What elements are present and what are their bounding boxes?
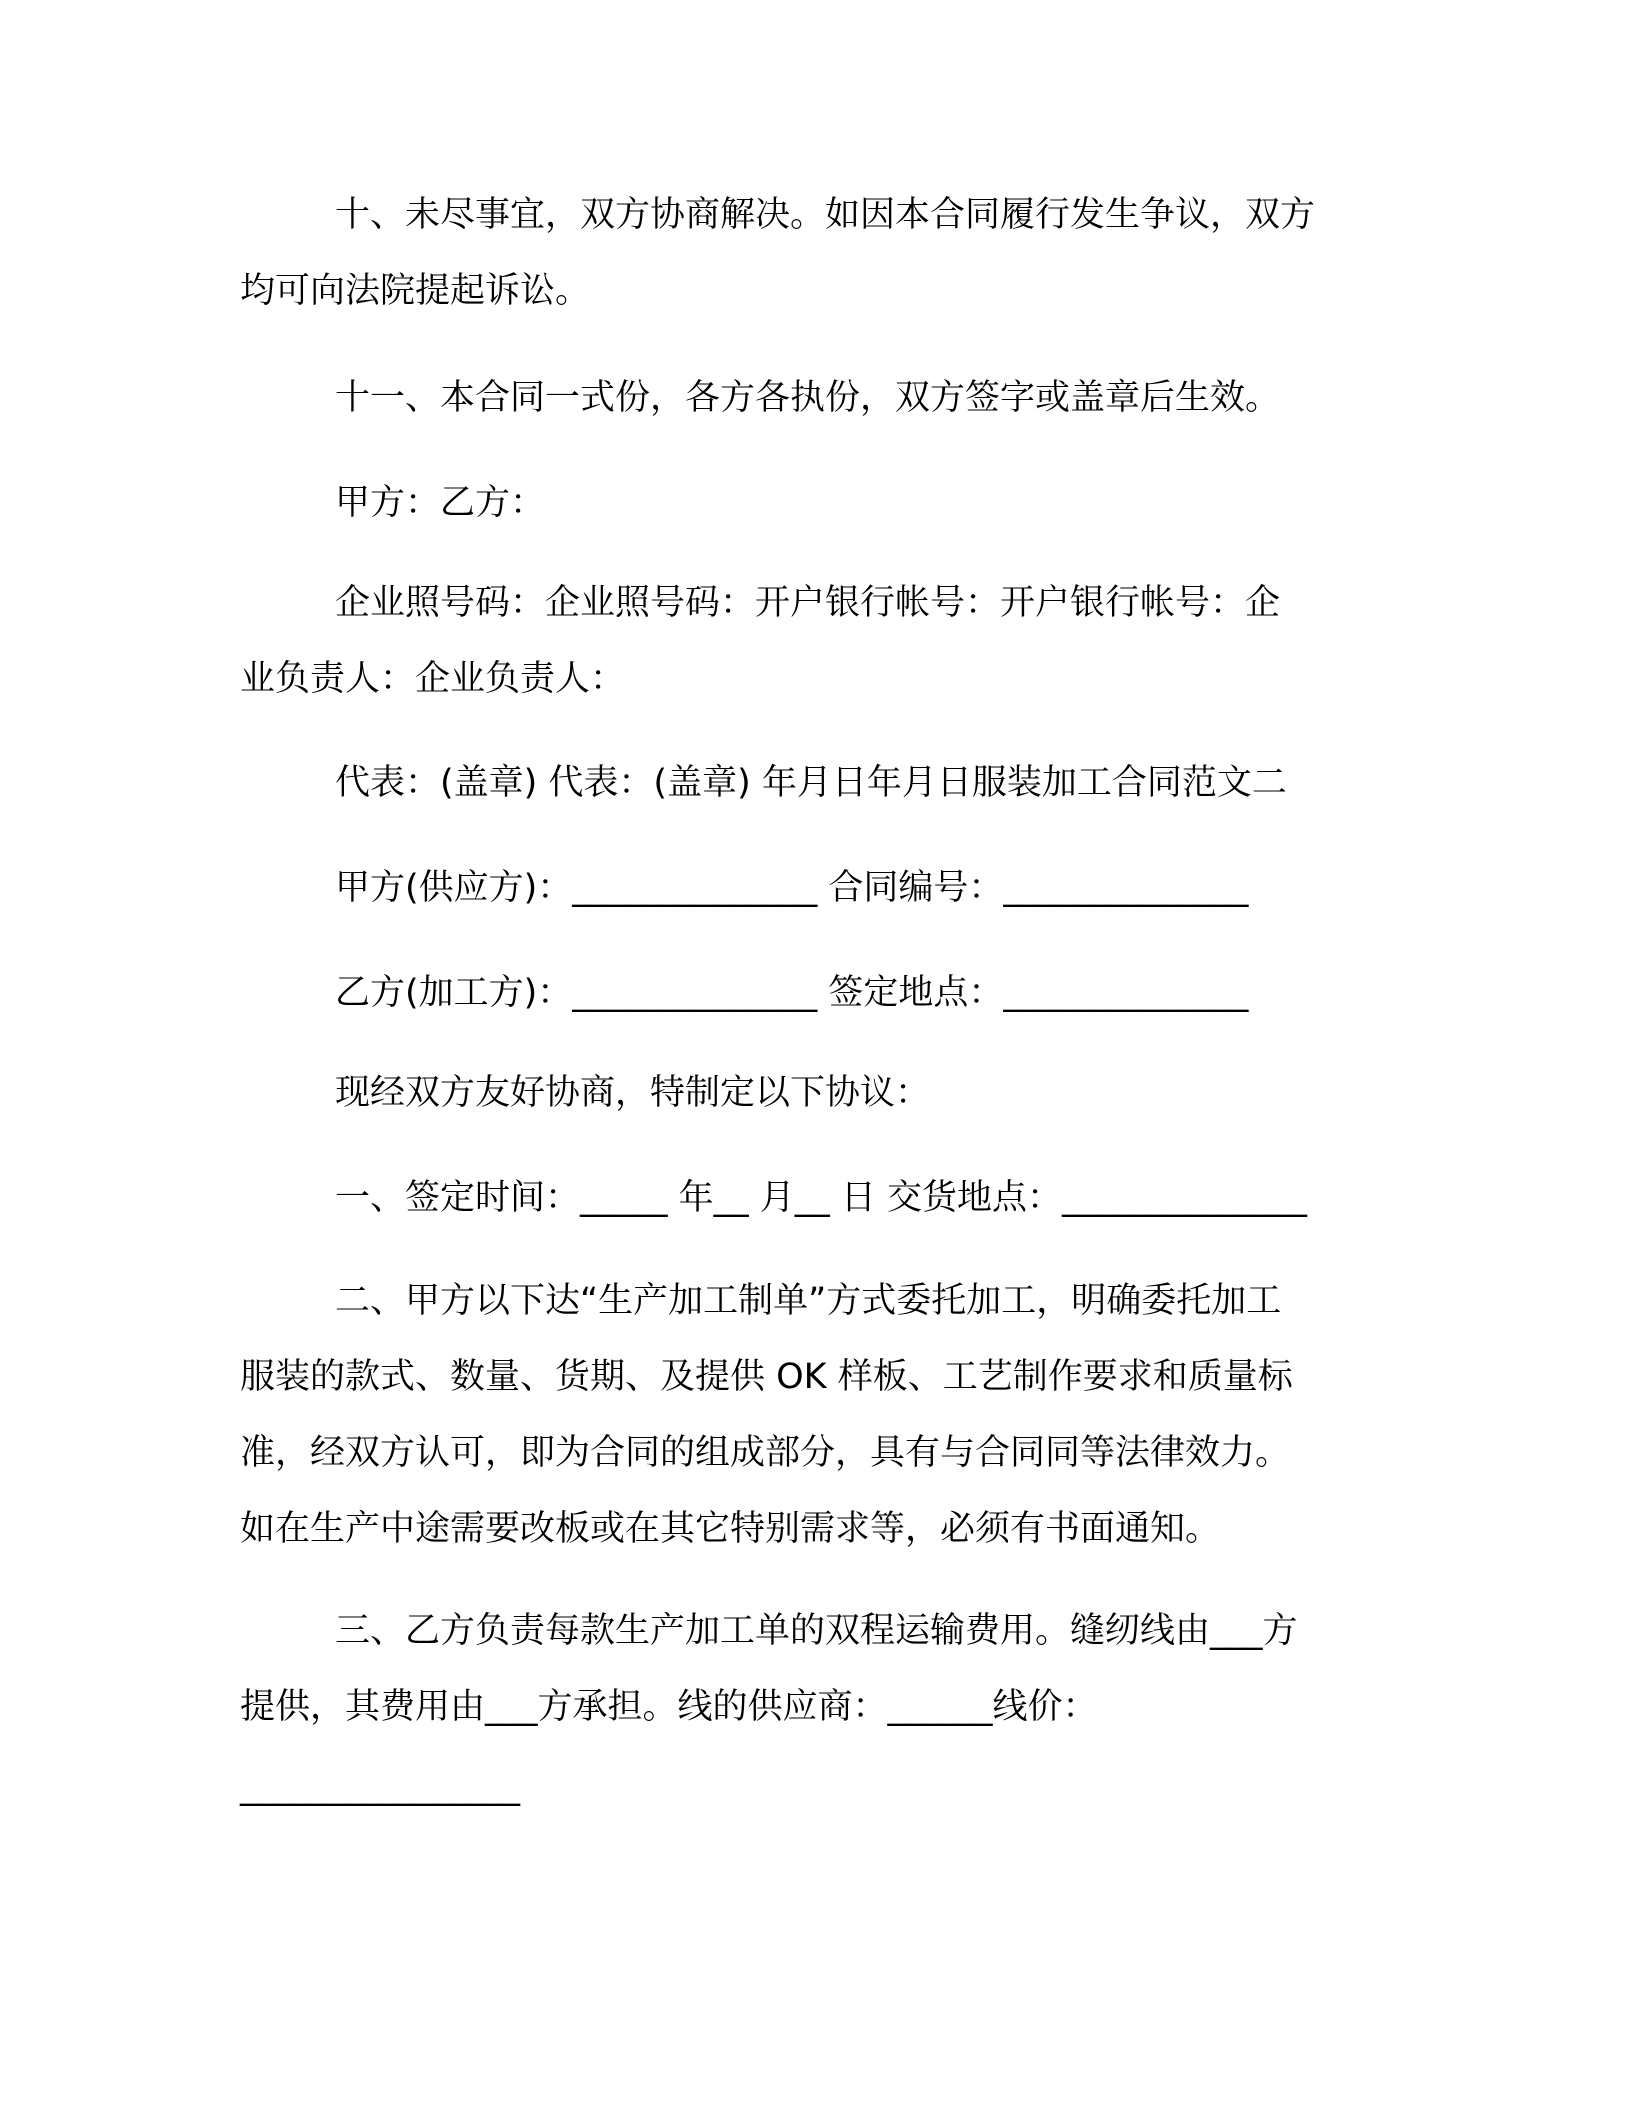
text-line: 三、乙方负责每款生产加工单的双程运输费用。缝纫线由___方	[335, 1611, 1298, 1651]
clause-2	[240, 1263, 1380, 1567]
text-line: 服装的款式、数量、货期、及提供 OK 样板、工艺制作要求和质量标	[240, 1357, 1293, 1397]
text-line: 乙方(加工方)：______________ 签定地点：______________	[335, 973, 1249, 1013]
party-labels	[240, 465, 1380, 541]
text-line: 十、未尽事宜，双方协商解决。如因本合同履行发生争议，双方	[335, 195, 1316, 235]
text-line: 如在生产中途需要改板或在其它特别需求等，必须有书面通知。	[240, 1509, 1221, 1549]
agreement-intro	[240, 1055, 1380, 1131]
clause-1	[240, 1160, 1380, 1236]
text-line: ________________	[240, 1767, 520, 1807]
text-line: 现经双方友好协商，特制定以下协议：	[335, 1073, 931, 1113]
clause-3	[240, 1593, 1380, 1825]
processor-field	[240, 955, 1380, 1031]
signature-line	[240, 745, 1380, 821]
text-line: 十一、本合同一式份，各方各执份，双方签字或盖章后生效。	[335, 378, 1281, 418]
text-line: 提供，其费用由___方承担。线的供应商：______线价：	[240, 1687, 1098, 1727]
text-line: 一、签定时间：_____ 年__ 月__ 日 交货地点：______________	[335, 1178, 1308, 1218]
clause-10	[240, 177, 1380, 329]
text-line: 二、甲方以下达“生产加工制单”方式委托加工，明确委托加工	[335, 1281, 1282, 1321]
text-line: 均可向法院提起诉讼。	[240, 271, 591, 311]
text-line: 甲方：乙方：	[335, 483, 546, 523]
text-line: 企业照号码：企业照号码：开户银行帐号：开户银行帐号：企	[335, 583, 1281, 623]
supplier-field	[240, 850, 1380, 926]
clause-11	[240, 360, 1380, 436]
text-line: 业负责人：企业负责人：	[240, 659, 626, 699]
text-line: 准，经双方认可，即为合同的组成部分，具有与合同同等法律效力。	[240, 1433, 1291, 1473]
company-info	[240, 565, 1380, 717]
text-line: 代表：(盖章) 代表：(盖章) 年月日年月日服装加工合同范文二	[335, 763, 1287, 803]
text-line: 甲方(供应方)：______________ 合同编号：______________	[335, 868, 1249, 908]
